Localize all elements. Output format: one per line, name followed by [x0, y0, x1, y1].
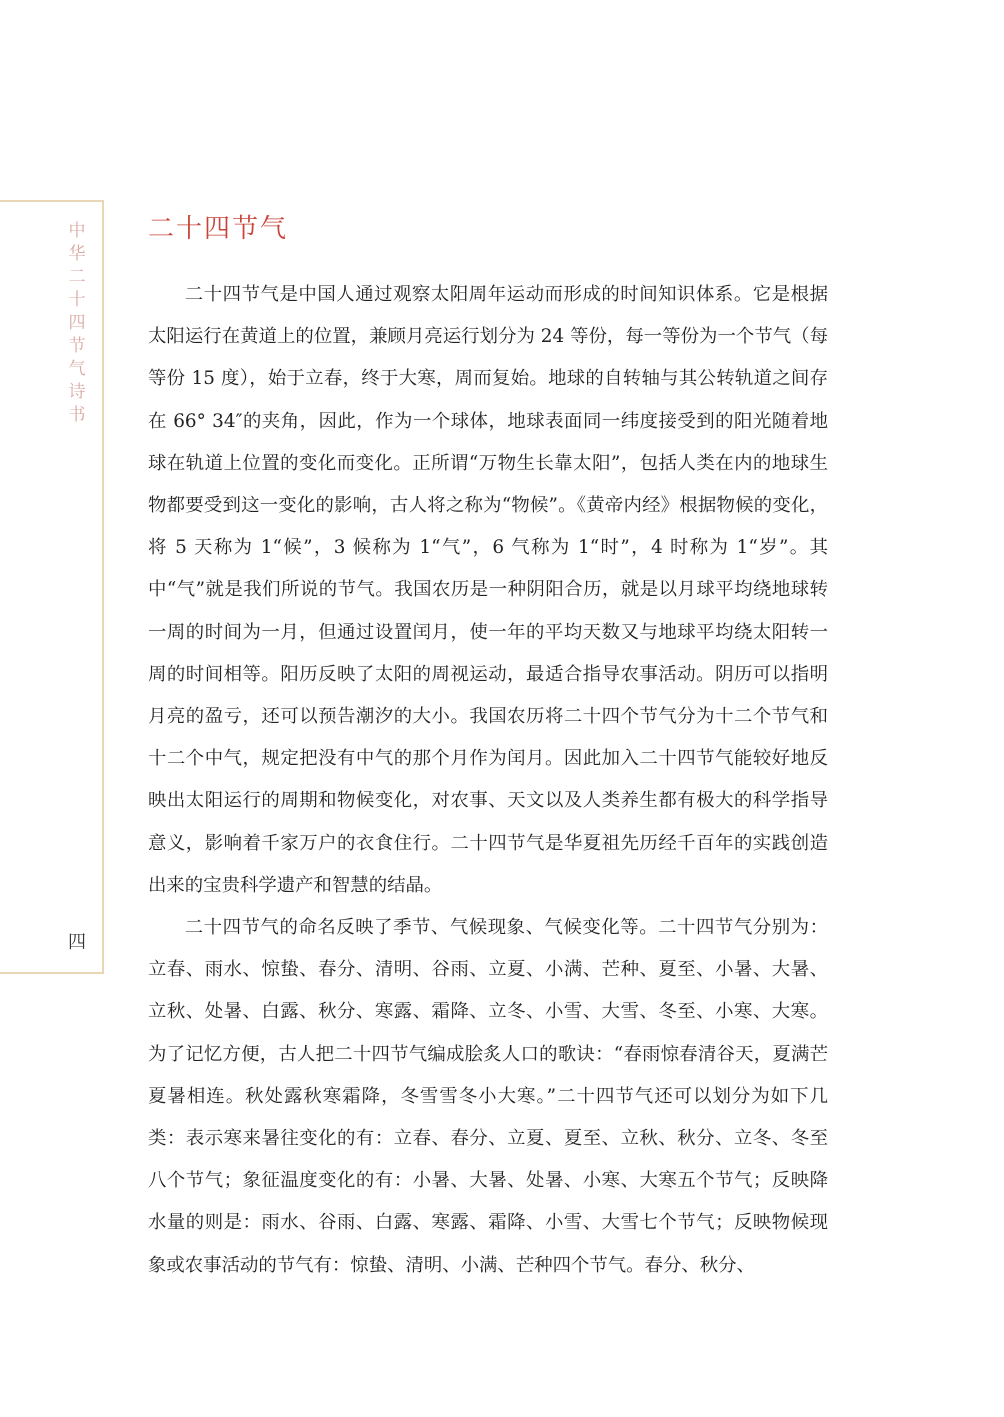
sidebar-frame: [0, 200, 104, 974]
article-body: [148, 274, 828, 1287]
paragraph-2: 二十四节气的命名反映了季节、气候现象、气候变化等。二十四节气分别为：立春、雨水、惊蛰、春分、清明、谷雨、立夏、小满、芒种、夏至、小暑、大暑、立秋、处暑、白露、秋分、寒露、霜降、立冬、小雪、大雪、冬至、小寒、大寒。为了记忆方便，古人把二十四节气编成脍炙人口的歌诀：“春雨惊春清谷天，夏满芒夏暑相连。秋处露秋寒霜降，冬雪雪冬小大寒。”二十四节气还可以划分为如下几类：表示寒来暑往变化的有：立春、春分、立夏、夏至、立秋、秋分、立冬、冬至八个节气；象征温度变化的有：小暑、大暑、处暑、小寒、大寒五个节气；反映降水量的则是：雨水、谷雨、白露、寒露、霜降、小雪、大雪七个节气；反映物候现象或农事活动的节气有：惊蛰、清明、小满、芒种四个节气。春分、秋分、: [148, 917, 828, 1276]
article-title: 二十四节气: [148, 214, 289, 244]
book-title-vertical: 中华二十四节气诗书: [68, 221, 86, 425]
paragraph-1: 二十四节气是中国人通过观察太阳周年运动而形成的时间知识体系。它是根据太阳运行在黄道上的位置，兼顾月亮运行划分为 24 等份，每一等份为一个节气（每等份 15 度），始于立春，终于大寒，周而复始。地球的自转轴与其公转轨道之间存在 66° 34″的夹角，因此，作为一个球体，地球表面同一纬度接受到的阳光随着地球在轨道上位置的变化而变化。正所谓“万物生长靠太阳”，包括人类在内的地球生物都要受到这一变化的影响，古人将之称为“物候”。《黄帝内经》根据物候的变化，将 5 天称为 1“候”，3 候称为 1“气”，6 气称为 1“时”，4 时称为 1“岁”。其中“气”就是我们所说的节气。我国农历是一种阴阳合历，就是以月球平均绕地球转一周的时间为一月，但通过设置闰月，使一年的平均天数又与地球平均绕太阳转一周的时间相等。阳历反映了太阳的周视运动，最适合指导农事活动。阴历可以指明月亮的盈亏，还可以预告潮汐的大小。我国农历将二十四个节气分为十二个节气和十二个中气，规定把没有中气的那个月作为闰月。因此加入二十四节气能较好地反映出太阳运行的周期和物候变化，对农事、天文以及人类养生都有极大的科学指导意义，影响着千家万户的衣食住行。二十四节气是华夏祖先历经千百年的实践创造出来的宝贵科学遗产和智慧的结晶。: [148, 284, 828, 896]
page-number: 四: [68, 932, 86, 953]
